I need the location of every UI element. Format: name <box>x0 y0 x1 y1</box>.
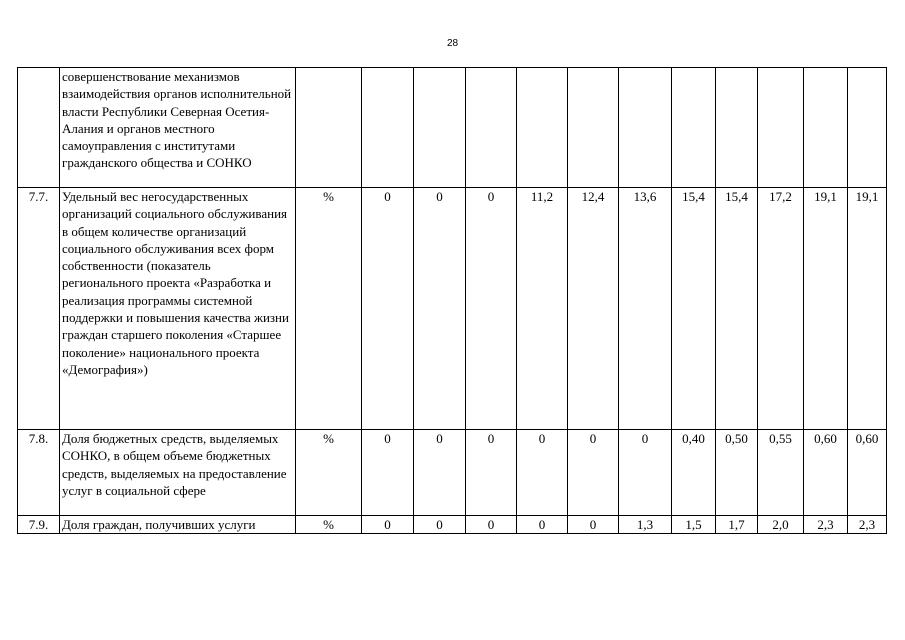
value-cell: 0 <box>414 430 466 516</box>
value-cell: 0,40 <box>672 430 716 516</box>
value-cell <box>466 68 517 188</box>
indicator-name: Удельный вес негосударственных организаций социального обслуживания в общем количестве организаций социального обслуживания всех форм собственности (показатель регионального проекта «Разработка и реализация программы системной поддержки и повышения качества жизни граждан старшего поколения «Старшее поколение» национального проекта «Демография») <box>60 188 296 430</box>
value-cell: 19,1 <box>804 188 848 430</box>
indicators-table <box>17 67 887 534</box>
value-cell: 0 <box>517 430 568 516</box>
value-cell: 0 <box>517 516 568 534</box>
indicator-name: совершенствование механизмов взаимодействия органов исполнительной власти Республики Северная Осетия-Алания и органов местного самоуправления с институтами гражданского общества и СОНКО <box>60 68 296 188</box>
row-number: 7.7. <box>18 188 60 430</box>
value-cell: 13,6 <box>619 188 672 430</box>
table-row <box>18 68 887 188</box>
value-cell: 0,60 <box>804 430 848 516</box>
value-cell <box>804 68 848 188</box>
value-cell: 0 <box>414 188 466 430</box>
value-cell: 0 <box>568 430 619 516</box>
value-cell: 0 <box>466 188 517 430</box>
table-row <box>18 188 887 430</box>
value-cell: 0 <box>466 516 517 534</box>
value-cell: 1,3 <box>619 516 672 534</box>
value-cell: 0 <box>568 516 619 534</box>
value-cell: 0 <box>362 188 414 430</box>
value-cell: 0 <box>362 516 414 534</box>
value-cell <box>848 68 887 188</box>
table-row <box>18 430 887 516</box>
value-cell <box>517 68 568 188</box>
unit-cell: % <box>296 188 362 430</box>
page-number: 28 <box>446 38 459 49</box>
value-cell <box>672 68 716 188</box>
value-cell <box>716 68 758 188</box>
value-cell: 0,50 <box>716 430 758 516</box>
indicator-name: Доля граждан, получивших услуги <box>60 516 296 534</box>
indicator-name: Доля бюджетных средств, выделяемых СОНКО, в общем объеме бюджетных средств, выделяемых на предоставление услуг в социальной сфере <box>60 430 296 516</box>
value-cell <box>414 68 466 188</box>
row-number <box>18 68 60 188</box>
value-cell: 0,55 <box>758 430 804 516</box>
value-cell: 0,60 <box>848 430 887 516</box>
unit-cell: % <box>296 430 362 516</box>
value-cell: 0 <box>619 430 672 516</box>
value-cell: 1,7 <box>716 516 758 534</box>
value-cell: 0 <box>414 516 466 534</box>
value-cell: 15,4 <box>716 188 758 430</box>
value-cell: 0 <box>362 430 414 516</box>
value-cell: 2,0 <box>758 516 804 534</box>
value-cell: 19,1 <box>848 188 887 430</box>
value-cell: 17,2 <box>758 188 804 430</box>
value-cell <box>362 68 414 188</box>
value-cell: 12,4 <box>568 188 619 430</box>
row-number: 7.9. <box>18 516 60 534</box>
unit-cell: % <box>296 516 362 534</box>
value-cell: 11,2 <box>517 188 568 430</box>
value-cell: 2,3 <box>848 516 887 534</box>
value-cell <box>568 68 619 188</box>
value-cell: 1,5 <box>672 516 716 534</box>
row-number: 7.8. <box>18 430 60 516</box>
value-cell: 2,3 <box>804 516 848 534</box>
table-row <box>18 516 887 534</box>
unit-cell <box>296 68 362 188</box>
value-cell: 15,4 <box>672 188 716 430</box>
value-cell <box>619 68 672 188</box>
value-cell <box>758 68 804 188</box>
value-cell: 0 <box>466 430 517 516</box>
